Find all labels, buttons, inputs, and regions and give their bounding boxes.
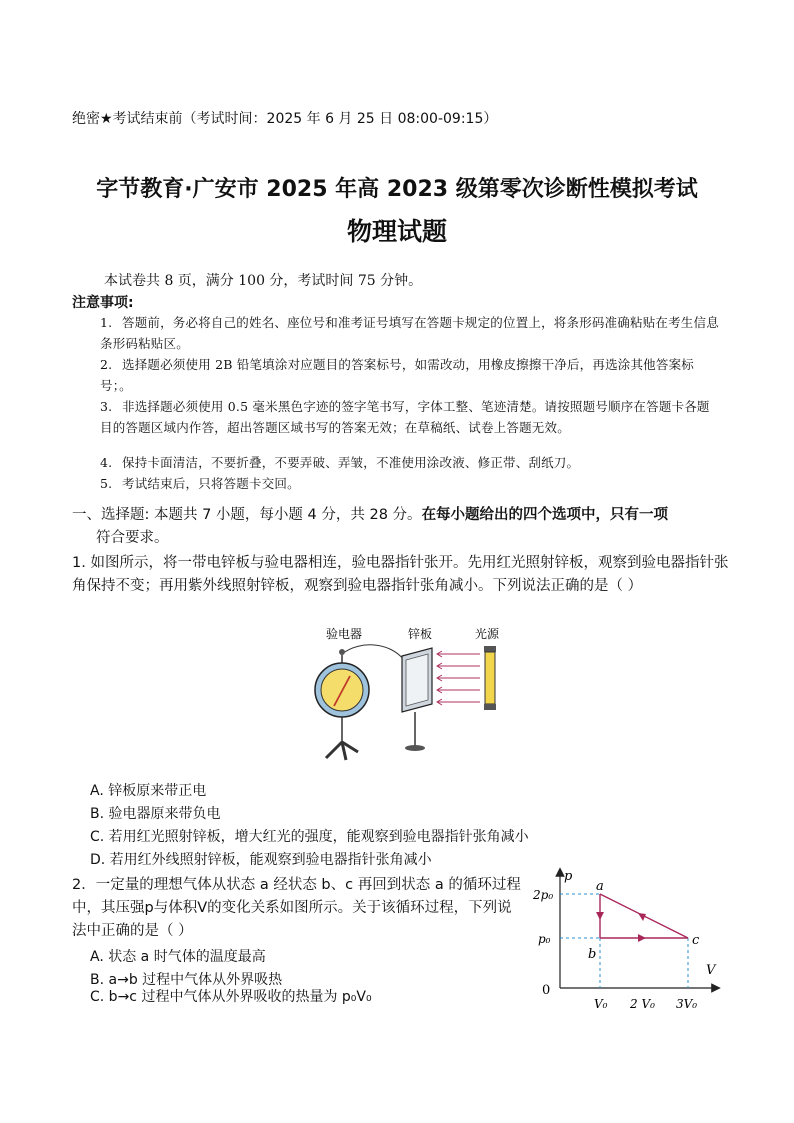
notice-item <box>100 354 720 396</box>
q1-option-a: A. 锌板原来带正电 <box>90 783 207 799</box>
q2-option-c: C. b→c 过程中气体从外界吸收的热量为 p₀V₀ <box>90 989 372 1005</box>
section-bold: 在每小题给出的四个选项中，只有一项 <box>421 507 669 523</box>
section-lead: 一、选择题: 本题共 7 小题，每小题 4 分，共 28 分。 <box>72 507 422 523</box>
x-tick-3v0: 3V₀ <box>676 997 698 1011</box>
exam-title: 字节教育·广安市 2025 年高 2023 级第零次诊断性模拟考试 <box>96 177 698 202</box>
exam-intro: 本试卷共 8 页，满分 100 分，考试时间 75 分钟。 <box>104 273 423 289</box>
light-source <box>485 652 495 704</box>
notice-num: 5. <box>100 476 113 491</box>
notice-heading: 注意事项: <box>72 295 134 311</box>
arrow-bc <box>638 934 646 942</box>
notice-text: 考试结束后，只将答题卡交回。 <box>122 476 300 491</box>
plate-base <box>405 745 425 751</box>
point-a-label: a <box>596 879 604 894</box>
notice-num: 4. <box>100 455 113 470</box>
section-heading <box>72 504 732 550</box>
q1-option-d: D. 若用红外线照射锌板，能观察到验电器指针张角减小 <box>90 852 432 868</box>
electroscope-label: 验电器 <box>326 627 363 641</box>
electroscope-knob <box>339 649 345 655</box>
y-tick-2p0: 2p₀ <box>533 888 554 902</box>
notice-num: 2. <box>100 357 113 372</box>
notice-text: 非选择题必须使用 0.5 毫米黑色字迹的签字笔书写，字体工整、笔迹清楚。请按照题号顺序在答题卡各题目的答题区域内作答，超出答题区域书写的答案无效；在草稿纸、试卷上答题无效。 <box>100 399 710 435</box>
p-axis-label: p <box>564 869 573 884</box>
light-rays <box>437 651 480 705</box>
notice-item <box>100 452 720 473</box>
question-1-stem: 1. 如图所示，将一带电锌板与验电器相连，验电器指针张开。先用红光照射锌板，观察到验电器指针张角保持不变；再用紫外线照射锌板，观察到验电器指针张角减小。下列说法正确的是（ ） <box>72 555 729 594</box>
x-tick-v0: V₀ <box>594 997 608 1011</box>
point-c-label: c <box>692 933 700 948</box>
notice-item <box>100 312 720 354</box>
notice-item <box>100 473 720 494</box>
q1-option-c: C. 若用红光照射锌板，增大红光的强度，能观察到验电器指针张角减小 <box>90 829 529 845</box>
origin-label: 0 <box>542 983 551 998</box>
light-source-label: 光源 <box>475 627 500 641</box>
pv-graph <box>530 866 730 1012</box>
arrow-ab <box>596 912 604 920</box>
light-source-cap <box>484 646 496 652</box>
notice-num: 1. <box>100 315 113 330</box>
notice-text: 选择题必须使用 2B 铅笔填涂对应题目的答案标号，如需改动，用橡皮擦擦干净后，再选涂其他答案标号；。 <box>100 357 694 393</box>
section-cont: 符合要求。 <box>96 530 169 546</box>
x-tick-2v0: 2 V₀ <box>630 997 655 1011</box>
v-axis-label: V <box>706 963 716 978</box>
notice-text: 保持卡面清洁，不要折叠，不要弄破、弄皱，不准使用涂改液、修正带、刮纸刀。 <box>122 455 580 470</box>
subject-title: 物理试题 <box>346 217 447 246</box>
notice-num: 3. <box>100 399 113 414</box>
zinc-plate-label: 锌板 <box>408 627 433 641</box>
q1-option-b: B. 验电器原来带负电 <box>90 806 221 822</box>
q2-option-a: A. 状态 a 时气体的温度最高 <box>90 949 266 965</box>
question-2-stem: 2．一定量的理想气体从状态 a 经状态 b、c 再回到状态 a 的循环过程中，其压强p与体积V的变化关系如图所示。关于该循环过程，下列说法中正确的是（ ） <box>72 877 521 939</box>
q2-option-b: B. a→b 过程中气体从外界吸热 <box>90 972 283 988</box>
notice-text: 答题前，务必将自己的姓名、座位号和准考证号填写在答题卡规定的位置上，将条形码准确粘贴在考生信息条形码粘贴区。 <box>100 315 719 351</box>
photoelectric-figure <box>300 620 520 770</box>
notice-item <box>100 396 720 438</box>
wire <box>342 645 404 660</box>
guide-lines <box>560 894 688 988</box>
point-b-label: b <box>588 947 597 962</box>
y-tick-p0: p₀ <box>538 932 551 946</box>
confidential-line: 绝密★考试结束前（考试时间：2025 年 6 月 25 日 08:00-09:15） <box>72 111 498 127</box>
